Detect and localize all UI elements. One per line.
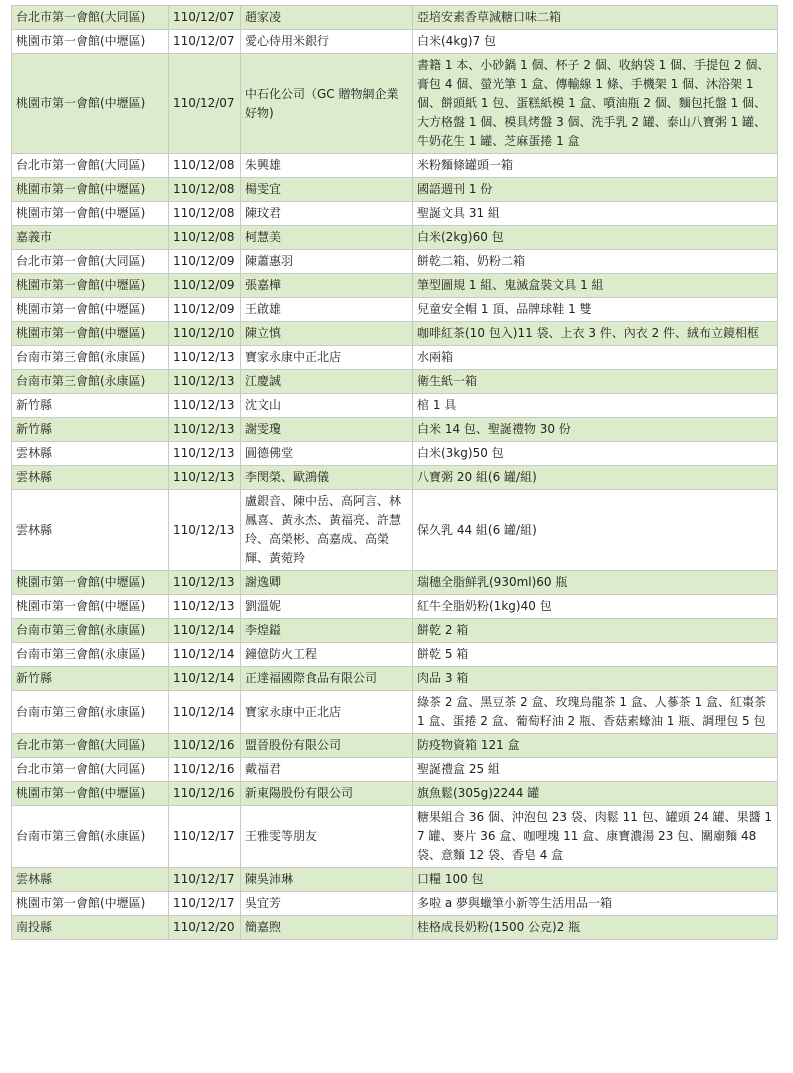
items-cell: 棺 1 具: [413, 394, 778, 418]
date-cell: 110/12/14: [169, 667, 241, 691]
table-row: [12, 346, 778, 370]
table-row: [12, 758, 778, 782]
table-row: [12, 643, 778, 667]
table-row: [12, 734, 778, 758]
org-cell: 桃園市第一會館(中壢區): [12, 202, 169, 226]
date-cell: 110/12/09: [169, 274, 241, 298]
date-cell: 110/12/16: [169, 782, 241, 806]
donor-cell: 朱興雄: [241, 154, 413, 178]
date-cell: 110/12/07: [169, 54, 241, 154]
org-cell: 桃園市第一會館(中壢區): [12, 322, 169, 346]
donor-cell: 圓德佛堂: [241, 442, 413, 466]
table-row: [12, 490, 778, 571]
table-row: [12, 370, 778, 394]
date-cell: 110/12/14: [169, 619, 241, 643]
table-row: [12, 274, 778, 298]
donor-cell: 趙家凌: [241, 6, 413, 30]
table-row: [12, 667, 778, 691]
date-cell: 110/12/08: [169, 154, 241, 178]
items-cell: 肉品 3 箱: [413, 667, 778, 691]
date-cell: 110/12/16: [169, 758, 241, 782]
org-cell: 台北市第一會館(大同區): [12, 154, 169, 178]
table-row: [12, 298, 778, 322]
date-cell: 110/12/16: [169, 734, 241, 758]
donor-cell: 寶家永康中正北店: [241, 346, 413, 370]
donor-cell: 陳蕭惠羽: [241, 250, 413, 274]
date-cell: 110/12/13: [169, 346, 241, 370]
donor-cell: 盧銀音、陳中岳、高阿言、林鳳喜、黃永杰、黃福亮、許慧玲、高榮彬、高嘉成、高榮輝、黃菀羚: [241, 490, 413, 571]
org-cell: 台南市第三會館(永康區): [12, 691, 169, 734]
items-cell: 八寶粥 20 組(6 罐/組): [413, 466, 778, 490]
items-cell: 餅乾 5 箱: [413, 643, 778, 667]
org-cell: 南投縣: [12, 916, 169, 940]
date-cell: 110/12/13: [169, 418, 241, 442]
org-cell: 台北市第一會館(大同區): [12, 758, 169, 782]
donor-cell: 寶家永康中正北店: [241, 691, 413, 734]
items-cell: 餅乾 2 箱: [413, 619, 778, 643]
table-row: [12, 595, 778, 619]
items-cell: 書籍 1 本、小砂鍋 1 個、杯子 2 個、收納袋 1 個、手提包 2 個、膏包 4 個、螢光筆 1 盒、傳輸線 1 條、手機架 1 個、沐浴架 1 個、餅頭紙 1 包、蛋糕紙模 1 盒、噴油瓶 2 個、麵包托盤 1 個、大方格盤 1 個、模具烤盤 3 個、洗手乳 2 罐、泰山八寶粥 1 罐、牛奶花生 1 罐、芝麻蛋捲 1 盒: [413, 54, 778, 154]
date-cell: 110/12/14: [169, 691, 241, 734]
date-cell: 110/12/17: [169, 806, 241, 868]
items-cell: 多啦 a 夢與蠟筆小新等生活用品一箱: [413, 892, 778, 916]
table-row: [12, 571, 778, 595]
donor-cell: 盟晉股份有限公司: [241, 734, 413, 758]
donor-cell: 愛心侍用米銀行: [241, 30, 413, 54]
table-row: [12, 868, 778, 892]
donor-cell: 江慶誠: [241, 370, 413, 394]
items-cell: 口糧 100 包: [413, 868, 778, 892]
org-cell: 桃園市第一會館(中壢區): [12, 892, 169, 916]
org-cell: 台北市第一會館(大同區): [12, 250, 169, 274]
items-cell: 聖誕禮盒 25 組: [413, 758, 778, 782]
items-cell: 保久乳 44 組(6 罐/組): [413, 490, 778, 571]
items-cell: 筆型圖規 1 組、鬼滅盒裝文具 1 組: [413, 274, 778, 298]
donor-cell: 李煌鎰: [241, 619, 413, 643]
table-row: [12, 154, 778, 178]
org-cell: 新竹縣: [12, 394, 169, 418]
org-cell: 台南市第三會館(永康區): [12, 619, 169, 643]
date-cell: 110/12/08: [169, 178, 241, 202]
table-row: [12, 619, 778, 643]
donor-cell: 戴福君: [241, 758, 413, 782]
org-cell: 桃園市第一會館(中壢區): [12, 274, 169, 298]
org-cell: 雲林縣: [12, 490, 169, 571]
date-cell: 110/12/09: [169, 250, 241, 274]
items-cell: 防疫物資箱 121 盒: [413, 734, 778, 758]
date-cell: 110/12/13: [169, 466, 241, 490]
org-cell: 新竹縣: [12, 418, 169, 442]
donor-cell: 王啟雄: [241, 298, 413, 322]
items-cell: 白米(2kg)60 包: [413, 226, 778, 250]
org-cell: 桃園市第一會館(中壢區): [12, 595, 169, 619]
date-cell: 110/12/13: [169, 394, 241, 418]
org-cell: 雲林縣: [12, 466, 169, 490]
donor-cell: 張嘉樺: [241, 274, 413, 298]
table-row: [12, 226, 778, 250]
date-cell: 110/12/07: [169, 30, 241, 54]
date-cell: 110/12/13: [169, 490, 241, 571]
date-cell: 110/12/17: [169, 868, 241, 892]
donor-cell: 沈文山: [241, 394, 413, 418]
table-row: [12, 806, 778, 868]
items-cell: 國語週刊 1 份: [413, 178, 778, 202]
donor-cell: 謝逸卿: [241, 571, 413, 595]
items-cell: 白米 14 包、聖誕禮物 30 份: [413, 418, 778, 442]
org-cell: 台北市第一會館(大同區): [12, 6, 169, 30]
items-cell: 聖誕文具 31 組: [413, 202, 778, 226]
items-cell: 兒童安全帽 1 頂、品牌球鞋 1 雙: [413, 298, 778, 322]
items-cell: 紅牛全脂奶粉(1kg)40 包: [413, 595, 778, 619]
donor-cell: 新東陽股份有限公司: [241, 782, 413, 806]
table-row: [12, 691, 778, 734]
date-cell: 110/12/20: [169, 916, 241, 940]
items-cell: 桂格成長奶粉(1500 公克)2 瓶: [413, 916, 778, 940]
items-cell: 旗魚鬆(305g)2244 罐: [413, 782, 778, 806]
donor-cell: 柯慧美: [241, 226, 413, 250]
date-cell: 110/12/14: [169, 643, 241, 667]
items-cell: 綠茶 2 盒、黑豆茶 2 盒、玫瑰烏龍茶 1 盒、人蔘茶 1 盒、紅棗茶 1 盒、蛋捲 2 盒、葡萄籽油 2 瓶、香菇素蠔油 1 瓶、調理包 5 包: [413, 691, 778, 734]
items-cell: 水兩箱: [413, 346, 778, 370]
donor-cell: 陳玟君: [241, 202, 413, 226]
org-cell: 桃園市第一會館(中壢區): [12, 54, 169, 154]
donor-cell: 劉溫妮: [241, 595, 413, 619]
donor-cell: 楊雯宜: [241, 178, 413, 202]
donor-cell: 正達福國際食品有限公司: [241, 667, 413, 691]
items-cell: 咖啡紅茶(10 包入)11 袋、上衣 3 件、內衣 2 件、絨布立鏡相框: [413, 322, 778, 346]
org-cell: 桃園市第一會館(中壢區): [12, 30, 169, 54]
org-cell: 台南市第三會館(永康區): [12, 643, 169, 667]
org-cell: 台南市第三會館(永康區): [12, 346, 169, 370]
table-row: [12, 6, 778, 30]
org-cell: 雲林縣: [12, 442, 169, 466]
org-cell: 新竹縣: [12, 667, 169, 691]
table-row: [12, 322, 778, 346]
org-cell: 嘉義市: [12, 226, 169, 250]
donor-cell: 謝雯瓊: [241, 418, 413, 442]
table-row: [12, 916, 778, 940]
table-row: [12, 466, 778, 490]
date-cell: 110/12/13: [169, 595, 241, 619]
org-cell: 台南市第三會館(永康區): [12, 370, 169, 394]
table-row: [12, 250, 778, 274]
table-row: [12, 892, 778, 916]
items-cell: 衛生紙一箱: [413, 370, 778, 394]
donor-cell: 陳立慎: [241, 322, 413, 346]
org-cell: 桃園市第一會館(中壢區): [12, 298, 169, 322]
donor-cell: 簡嘉煦: [241, 916, 413, 940]
items-cell: 瑞穗全脂鮮乳(930ml)60 瓶: [413, 571, 778, 595]
items-cell: 白米(4kg)7 包: [413, 30, 778, 54]
table-row: [12, 442, 778, 466]
date-cell: 110/12/08: [169, 202, 241, 226]
org-cell: 桃園市第一會館(中壢區): [12, 571, 169, 595]
donor-cell: 李閔榮、歐鴻儀: [241, 466, 413, 490]
table-row: [12, 782, 778, 806]
org-cell: 雲林縣: [12, 868, 169, 892]
date-cell: 110/12/08: [169, 226, 241, 250]
org-cell: 桃園市第一會館(中壢區): [12, 782, 169, 806]
date-cell: 110/12/07: [169, 6, 241, 30]
donation-table-body: [12, 6, 778, 940]
table-row: [12, 178, 778, 202]
items-cell: 糖果組合 36 個、沖泡包 23 袋、肉鬆 11 包、罐頭 24 罐、果醬 17 罐、麥片 36 盒、咖哩塊 11 盒、康寶濃湯 23 包、關廟麵 48 袋、意麵 12 袋、香皂 4 盒: [413, 806, 778, 868]
donor-cell: 中石化公司（GC 贈物網企業好物): [241, 54, 413, 154]
date-cell: 110/12/17: [169, 892, 241, 916]
donor-cell: 鐘億防火工程: [241, 643, 413, 667]
donor-cell: 陳吳沛琳: [241, 868, 413, 892]
donor-cell: 吳宜芳: [241, 892, 413, 916]
donation-table: [11, 5, 778, 940]
table-row: [12, 30, 778, 54]
date-cell: 110/12/13: [169, 442, 241, 466]
table-row: [12, 418, 778, 442]
date-cell: 110/12/13: [169, 370, 241, 394]
items-cell: 米粉麵條罐頭一箱: [413, 154, 778, 178]
org-cell: 台南市第三會館(永康區): [12, 806, 169, 868]
items-cell: 亞培安素香草減糖口味二箱: [413, 6, 778, 30]
table-row: [12, 394, 778, 418]
donor-cell: 王雅雯等朋友: [241, 806, 413, 868]
table-row: [12, 202, 778, 226]
date-cell: 110/12/10: [169, 322, 241, 346]
table-row: [12, 54, 778, 154]
org-cell: 台北市第一會館(大同區): [12, 734, 169, 758]
date-cell: 110/12/09: [169, 298, 241, 322]
org-cell: 桃園市第一會館(中壢區): [12, 178, 169, 202]
date-cell: 110/12/13: [169, 571, 241, 595]
items-cell: 白米(3kg)50 包: [413, 442, 778, 466]
items-cell: 餅乾二箱、奶粉二箱: [413, 250, 778, 274]
